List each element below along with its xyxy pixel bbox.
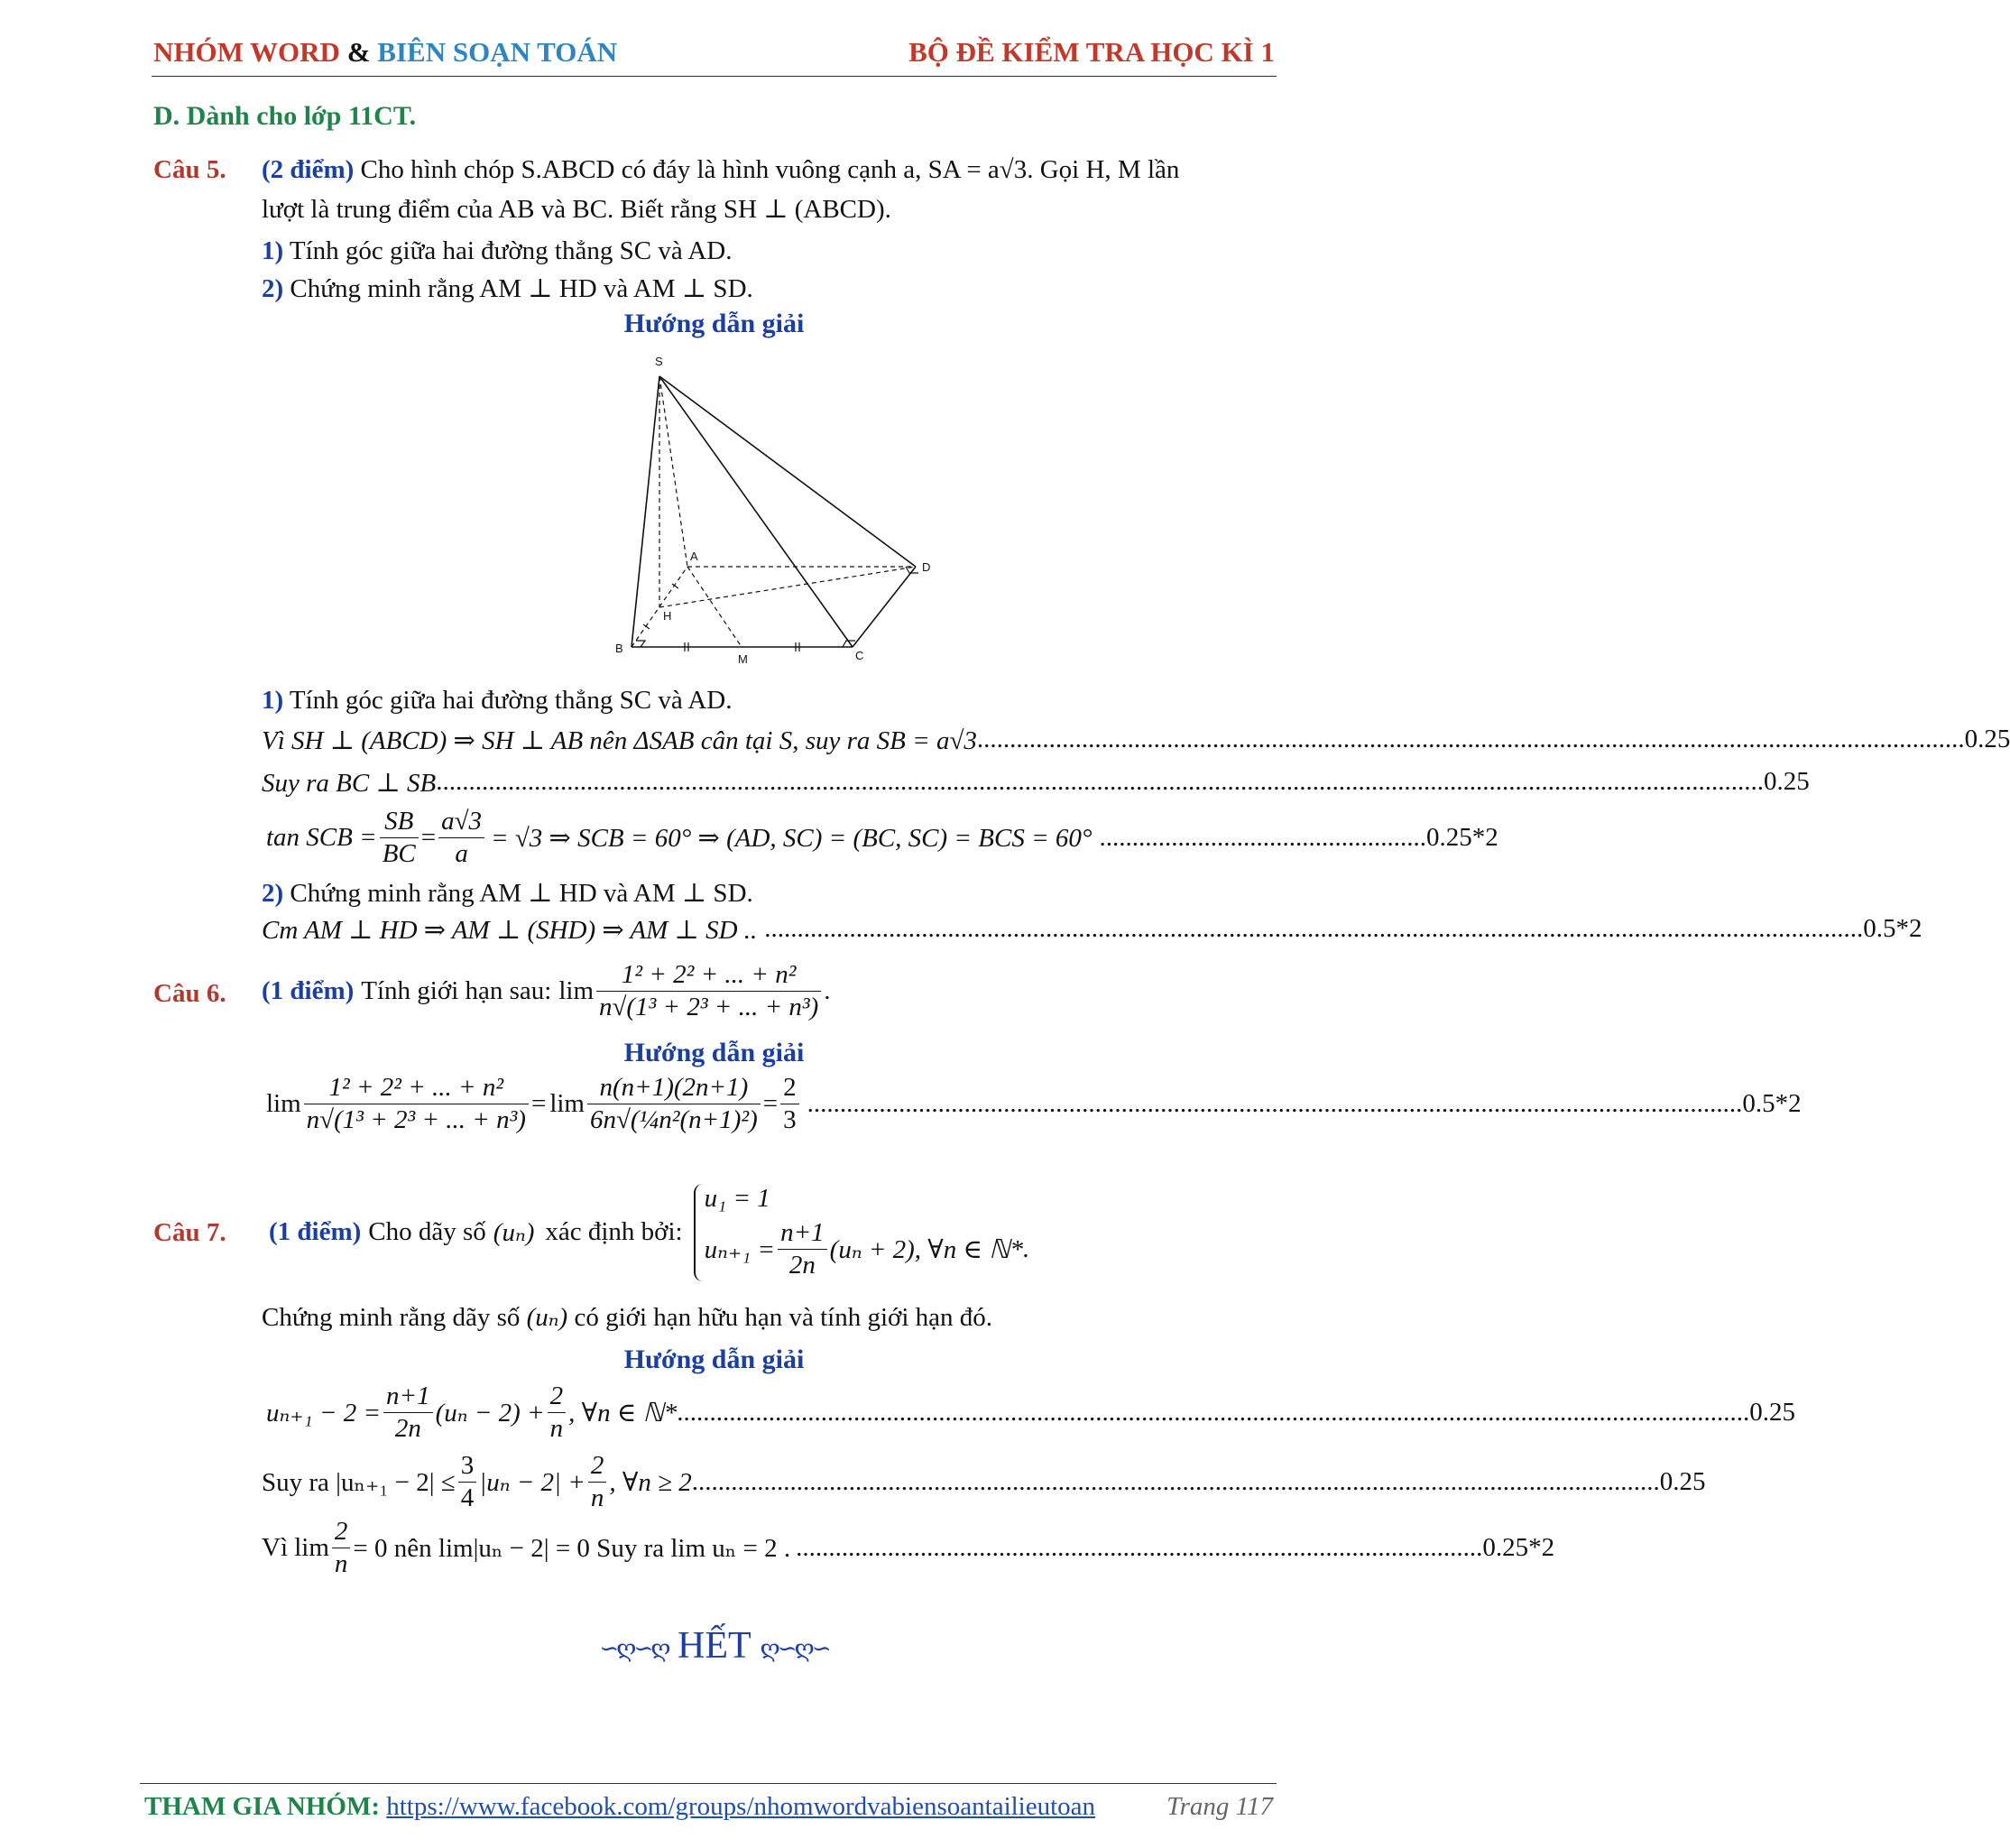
q5-sol2-title [262, 877, 753, 909]
dot-leader: ........................................................................................................................................................................ [764, 914, 1864, 943]
segment-hd [659, 567, 916, 607]
q5-sol1-line3-prefix: tan SCB = [266, 822, 377, 852]
q7-s2-rest: , ∀n ≥ 2 [609, 1467, 692, 1497]
q5-line1-math: SA = a√3 [927, 155, 1028, 184]
q7-s1-fraction-2 [548, 1381, 567, 1445]
q5-sol2-num: 2) [262, 879, 284, 908]
q5-sol2-line-text: Cm AM ⊥ HD ⇒ AM ⊥ (SHD) ⇒ AM ⊥ SD .. [262, 916, 758, 945]
right-angle-b [636, 641, 645, 647]
header-group-name [153, 36, 617, 69]
frac-num: SB [380, 806, 419, 838]
q5-sol1-line1-text: Vì SH ⊥ (ABCD) ⇒ SH ⊥ AB nên ΔSAB cân tại S, suy ra SB = a√3 [262, 726, 977, 755]
q7-s1-mid: (uₙ − 2) + [435, 1398, 545, 1428]
q6-text: Tính giới hạn sau: [361, 975, 552, 1005]
q7-label: Câu 7. [153, 1218, 226, 1247]
footer-join [144, 1792, 1095, 1822]
q5-sol1-line2-score: 0.25 [1763, 767, 1810, 796]
ornament-right-icon: ღ∽ღ∽ [760, 1635, 829, 1662]
q7-sys2-fraction [778, 1217, 827, 1281]
frac-den: 3 [783, 1104, 797, 1134]
q7-s2-fraction-2 [588, 1450, 607, 1514]
q7-line2-seq: (uₙ) [526, 1303, 568, 1332]
frac-den: n [334, 1548, 348, 1578]
footer-page-number: Trang 117 [1166, 1792, 1273, 1821]
header-doc-title: BỘ ĐỀ KIỂM TRA HỌC KÌ 1 [908, 36, 1275, 68]
end-text: HẾT [678, 1625, 751, 1667]
frac-den: 4 [460, 1483, 475, 1512]
q5-sol1-num: 1) [262, 686, 284, 715]
q6-sol-lim2: lim [549, 1088, 585, 1118]
q7-line2 [262, 1301, 992, 1333]
q6-sol-fraction-1 [304, 1072, 529, 1136]
q5-item1-text: Tính góc giữa hai đường thẳng SC và AD. [289, 236, 733, 265]
footer-divider [140, 1783, 1277, 1784]
q5-label: Câu 5. [153, 155, 226, 184]
label-s: S [655, 355, 663, 368]
frac-num: n+1 [383, 1381, 433, 1413]
header-group-prefix: NHÓM WORD [153, 36, 340, 68]
q5-sol1-line3: tan SCB = $\frac{SB}{BC}$ = $\frac{a√3}{a}$ = √3 ⇒ SCB = 60° ⇒ (AD, SC) = (BC, SC) = BCS = 60° .................................................. 0.25*2 [266, 807, 1498, 868]
edge-sa [659, 376, 687, 567]
frac-den: a [455, 838, 468, 868]
q7-guide-heading: Hướng dẫn giải [623, 1344, 805, 1374]
dot-leader: ............................................................................................................................................... [807, 1088, 1743, 1118]
q7-sol-line2 [262, 1450, 1706, 1514]
q7-line2-a: Chứng minh rằng dãy số [262, 1303, 521, 1332]
q5-guide-heading: Hướng dẫn giải [623, 309, 805, 338]
frac-den: n√(1³ + 2³ + ... + n³) [599, 992, 819, 1021]
q7-s1-score: 0.25 [1749, 1397, 1796, 1427]
header-divider [152, 76, 1277, 77]
q5-line1-a: Cho hình chóp S.ABCD có đáy là hình vuông cạnh a, [360, 155, 922, 184]
q5-line1 [262, 155, 1179, 185]
label-b: B [615, 642, 623, 655]
label-d: D [922, 560, 931, 574]
q5-sol1-line2 [262, 767, 1810, 799]
segment-am [687, 567, 742, 647]
end-marker [0, 1624, 1428, 1668]
frac-den: 6n√(¼n²(n+1)²) [589, 1104, 758, 1134]
q5-sol2-score: 0.5*2 [1863, 914, 1922, 943]
frac-num: 1² + 2² + ... + n² [596, 959, 821, 992]
fraction-a-sqrt3-a [438, 806, 484, 870]
footer-group-link[interactable]: https://www.facebook.com/groups/nhomwordvabiensoantailieutoan [386, 1792, 1096, 1821]
q7-s1-rest: , ∀n ∈ ℕ* [568, 1398, 678, 1428]
q7-s1-prefix: uₙ₊₁ − 2 = [266, 1398, 382, 1428]
frac-den: n [549, 1413, 564, 1443]
q7-sys2-prefix: uₙ₊₁ = [704, 1234, 776, 1264]
q7-sol-line3 [262, 1516, 1555, 1580]
q7-s2-score: 0.25 [1659, 1466, 1706, 1496]
section-title: D. Dành cho lớp 11CT. [153, 101, 417, 131]
q7-points: (1 điểm) [269, 1217, 362, 1247]
q7-text-a: Cho dãy số [368, 1217, 486, 1247]
q5-sol1-title [262, 686, 733, 716]
q6-score: 0.5*2 [1742, 1088, 1802, 1118]
q7-line2-b: có giới hạn hữu hạn và tính giới hạn đó. [574, 1303, 993, 1332]
q6-fraction [596, 959, 821, 1023]
frac-den: 2n [788, 1250, 816, 1280]
label-a: A [690, 550, 698, 563]
dot-leader: .................................................................................................................................................................... [677, 1397, 1750, 1427]
q5-sol1-title-text: Tính góc giữa hai đường thẳng SC và AD. [289, 686, 733, 715]
q7-statement [269, 1184, 1029, 1281]
q7-sys2-rest: (uₙ + 2), ∀n ∈ ℕ* [829, 1234, 1023, 1264]
frac-num: n+1 [778, 1217, 827, 1250]
frac-den: BC [382, 838, 416, 868]
q5-sol2-line [262, 914, 1922, 946]
frac-num: 2 [332, 1516, 351, 1548]
frac-den: n [590, 1483, 604, 1512]
q7-sys1: u₁ = 1 [704, 1184, 770, 1213]
fraction-sb-bc [380, 806, 419, 870]
q5-sol1-line1-score: 0.25 [1964, 725, 2010, 753]
header-amp: & [346, 36, 371, 68]
q5-sol1-line2-text: Suy ra BC ⊥ SB [262, 769, 437, 798]
q7-s3-prefix: Vì lim [262, 1532, 329, 1562]
dot-leader: .................................................................................................................................................... [691, 1466, 1660, 1496]
q6-label: Câu 6. [153, 979, 226, 1008]
frac-num: n(n+1)(2n+1) [587, 1072, 761, 1104]
label-h: H [663, 609, 672, 623]
header-group-suffix: BIÊN SOẠN TOÁN [377, 36, 618, 68]
q6-sol-fraction-2 [587, 1072, 761, 1136]
q5-sol1-line3-score: 0.25*2 [1425, 822, 1498, 852]
q7-text-b: xác định bởi: [545, 1217, 683, 1247]
frac-den: n√(1³ + 2³ + ... + n³) [306, 1104, 526, 1134]
q5-line1-b: . Gọi H, M lần [1027, 155, 1180, 184]
q5-item2 [262, 273, 753, 304]
q7-s3-score: 0.25*2 [1482, 1532, 1555, 1562]
dot-leader: .................................................. [1099, 822, 1426, 852]
pyramid-figure [604, 347, 938, 672]
q5-line2: lượt là trung điểm của AB và BC. Biết rằng SH ⊥ (ABCD). [262, 195, 891, 224]
label-c: C [855, 649, 864, 662]
frac-num: 3 [458, 1450, 477, 1483]
q7-system [694, 1184, 1030, 1281]
q5-sol2-title-text: Chứng minh rằng AM ⊥ HD và AM ⊥ SD. [290, 879, 753, 908]
q5-item2-num: 2) [262, 274, 284, 303]
frac-den: 2n [394, 1413, 421, 1443]
edge-sd [659, 376, 916, 567]
footer-join-label: THAM GIA NHÓM: [144, 1792, 380, 1821]
q7-sys2: uₙ₊₁ = $\frac{n+1}{2n}$ (uₙ + 2), ∀n ∈ ℕ* . [704, 1218, 1030, 1280]
q7-sol-line1 [266, 1381, 1796, 1445]
frac-num: 2 [780, 1072, 799, 1104]
q7-s2-fraction [458, 1450, 477, 1514]
dot-leader: ......................................................................................................... [796, 1532, 1483, 1562]
q6-statement: (1 điểm) Tính giới hạn sau: lim $\frac{\text{1² + 2² + ... + n²}}{\text{n√(1³ + 2³ + ... + n³)}}$ . [262, 960, 831, 1021]
frac-num: 2 [588, 1450, 607, 1483]
q7-seq: (uₙ) [493, 1218, 535, 1248]
q6-points: (1 điểm) [262, 975, 355, 1005]
q7-s3-fraction [332, 1516, 351, 1580]
dot-leader: ........................................................................................................................................................................................................... [436, 767, 1764, 796]
edge-sb [632, 376, 659, 647]
edge-sc [659, 376, 853, 647]
q7-s1-fraction [383, 1381, 433, 1445]
label-m: M [738, 652, 748, 666]
ornament-left-icon: ∽ღ∽ღ [599, 1635, 668, 1662]
q7-s2-prefix: Suy ra |uₙ₊₁ − 2| ≤ [262, 1467, 456, 1497]
edge-cd [853, 567, 916, 647]
q6-sol-lim1: lim [266, 1088, 301, 1118]
frac-num: 2 [548, 1381, 567, 1413]
q5-item1-num: 1) [262, 236, 284, 265]
q5-item2-text: Chứng minh rằng AM ⊥ HD và AM ⊥ SD. [290, 274, 753, 303]
frac-num: 1² + 2² + ... + n² [304, 1072, 529, 1104]
q7-s2-mid: |uₙ − 2| + [479, 1467, 585, 1497]
dot-leader: ....................................................................................................................................................... [976, 725, 1965, 753]
q7-s3-rest: = 0 nên lim|uₙ − 2| = 0 Suy ra lim uₙ = 2 . [353, 1533, 791, 1563]
q6-guide-heading: Hướng dẫn giải [623, 1038, 805, 1067]
frac-num: a√3 [438, 806, 484, 838]
q5-sol1-line3-rest: = √3 ⇒ SCB = 60° ⇒ (AD, SC) = (BC, SC) = BCS = 60° [491, 823, 1093, 853]
q6-lim: lim [558, 975, 595, 1005]
q6-sol-fraction-result [780, 1072, 799, 1136]
q5-points: (2 điểm) [262, 155, 355, 184]
q5-sol1-line1 [262, 725, 2010, 756]
q5-item1 [262, 236, 733, 266]
q6-solution: lim $\frac{\text{1² + 2² + ... + n²}}{\text{n√(1³ + 2³ + ... + n³)}}$ = lim $\frac{n(n+1)(2n+1)}{\text{6n√(¼n²(n+1)²)}}$ = $\frac{2}{3}$ ............................................................................................................................................... 0.5*2 [266, 1073, 1802, 1134]
